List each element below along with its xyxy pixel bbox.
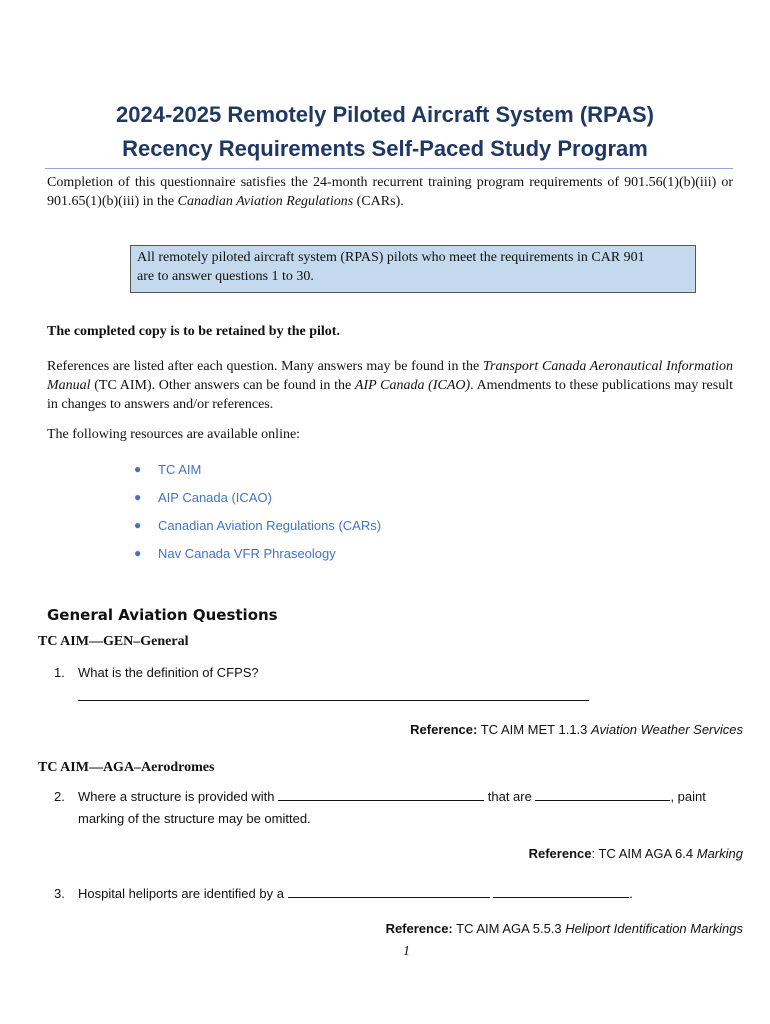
refs-text-1: References are listed after each question. Many answers may be found in the — [47, 359, 484, 374]
bullet-icon: ● — [134, 546, 142, 560]
question-2: 2. Where a structure is provided with that are , paint marking of the structure may be omitted. — [54, 786, 744, 830]
section-heading: General Aviation Questions — [47, 606, 278, 624]
refs-text-2: (TC AIM). Other answers can be found in the — [90, 378, 355, 393]
resources-list — [130, 460, 381, 572]
intro-text: Completion of this questionnaire satisfies the 24-month recurrent training program requirements of 901.56(1)(b)(iii) or 901.65(1)(b)(iii) in the — [47, 175, 733, 209]
resource-link-vfr-phraseology[interactable]: ● Nav Canada VFR Phraseology — [134, 546, 336, 561]
question-number: 2. — [54, 789, 65, 804]
subsection-heading-aga: TC AIM—AGA–Aerodromes — [38, 760, 215, 775]
reference-q1: Reference: TC AIM MET 1.1.3 Aviation Weather Services — [410, 722, 743, 737]
subsection-heading-gen: TC AIM—GEN–General — [38, 634, 189, 649]
answer-blank-q2-b[interactable] — [535, 786, 670, 801]
answer-blank-q3-b[interactable] — [493, 883, 629, 898]
notice-line-2: are to answer questions 1 to 30. — [137, 269, 314, 284]
question-text: What is the definition of CFPS? — [78, 665, 259, 680]
intro-italic: Canadian Aviation Regulations — [177, 194, 354, 209]
title-line-2: Recency Requirements Self-Paced Study Program — [122, 136, 648, 161]
refs-italic-1: Transport Canada Aeronautical Information Manual — [47, 359, 733, 393]
answer-blank-q3-a[interactable] — [288, 883, 490, 898]
question-number: 3. — [54, 886, 65, 901]
references-paragraph — [47, 357, 733, 414]
refs-italic-2: AIP Canada (ICAO) — [354, 378, 471, 393]
question-1 — [54, 662, 259, 684]
resource-link-tc-aim[interactable]: ● TC AIM — [134, 462, 202, 477]
question-2-continued: marking of the structure may be omitted. — [78, 811, 311, 826]
bullet-icon: ● — [134, 490, 142, 504]
notice-box — [130, 245, 696, 293]
reference-q2: Reference: TC AIM AGA 6.4 Marking — [528, 846, 743, 861]
title-line-1: 2024-2025 Remotely Piloted Aircraft System (RPAS) — [116, 102, 654, 127]
page-number: 1 — [403, 944, 410, 959]
refs-text-3: . Amendments to these publications may result in changes to answers and/or references. — [47, 378, 733, 412]
intro-text-end: (CARs). — [353, 194, 404, 209]
reference-q3: Reference: TC AIM AGA 5.5.3 Heliport Identification Markings — [385, 921, 743, 936]
retained-note: The completed copy is to be retained by the pilot. — [47, 324, 340, 339]
resources-intro: The following resources are available online: — [47, 427, 301, 442]
bullet-icon: ● — [134, 462, 142, 476]
question-number: 1. — [54, 665, 65, 680]
answer-blank-q2-a[interactable] — [278, 786, 484, 801]
notice-line-1: All remotely piloted aircraft system (RPAS) pilots who meet the requirements in CAR 901 — [137, 250, 645, 265]
intro-paragraph — [47, 173, 733, 211]
resource-link-cars[interactable]: ● Canadian Aviation Regulations (CARs) — [134, 518, 382, 533]
question-3: 3. Hospital heliports are identified by a . — [54, 883, 633, 905]
answer-blank-q1[interactable] — [78, 700, 589, 701]
title-divider — [45, 168, 733, 169]
resource-link-aip-canada[interactable]: ● AIP Canada (ICAO) — [134, 490, 272, 505]
bullet-icon: ● — [134, 518, 142, 532]
document-title — [40, 98, 730, 166]
